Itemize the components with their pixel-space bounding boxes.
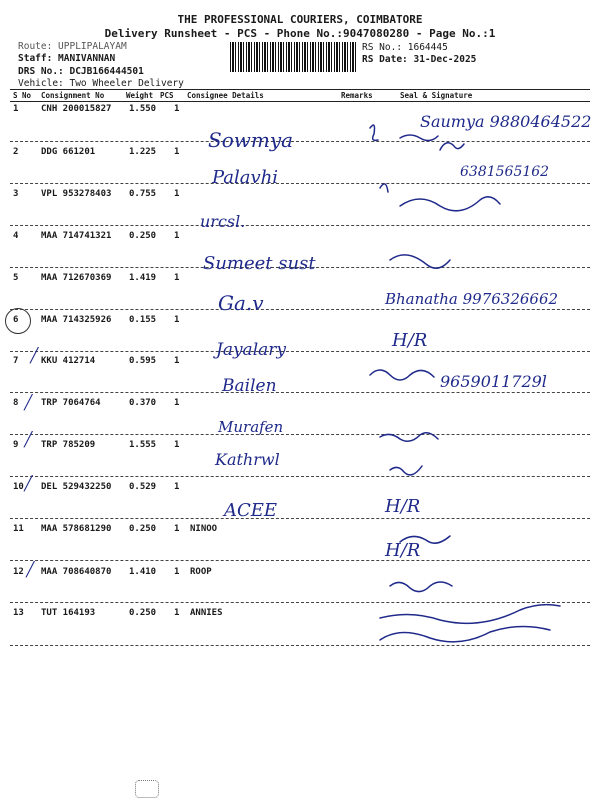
rs-date: RS Date: 31-Dec-2025 bbox=[362, 54, 477, 65]
row-pcs: 1 bbox=[174, 482, 180, 492]
row-sno: 11 bbox=[13, 524, 24, 534]
check-mark-icon: ╱ bbox=[30, 348, 39, 364]
row-sno: 2 bbox=[13, 147, 19, 157]
row-consignee: NINOO bbox=[190, 524, 218, 534]
row-pcs: 1 bbox=[174, 356, 180, 366]
handwritten-name: Palavhi bbox=[212, 167, 279, 188]
col-seal-signature: Seal & Signature bbox=[400, 91, 473, 100]
row-pcs: 1 bbox=[174, 231, 180, 241]
col-remarks: Remarks bbox=[341, 91, 373, 100]
row-weight: 0.370 bbox=[129, 398, 157, 408]
handwritten-name: ACEE bbox=[224, 500, 278, 521]
row-weight: 1.550 bbox=[129, 104, 157, 114]
row-sno: 4 bbox=[13, 231, 19, 241]
row-consignment: TRP 7064764 bbox=[41, 398, 101, 408]
row-pcs: 1 bbox=[174, 398, 180, 408]
row-weight: 0.529 bbox=[129, 482, 157, 492]
header-rule-top bbox=[10, 89, 590, 90]
row-consignment: MAA 578681290 bbox=[41, 524, 112, 534]
col-weight: Weight bbox=[126, 91, 154, 100]
col-consignment: Consignment No bbox=[41, 91, 105, 100]
row-pcs: 1 bbox=[174, 189, 180, 199]
row-sno: 3 bbox=[13, 189, 19, 199]
row-pcs: 1 bbox=[174, 567, 180, 577]
footer-scribble bbox=[135, 780, 159, 798]
row-consignment: MAA 708640870 bbox=[41, 567, 112, 577]
row-sno: 10 bbox=[13, 482, 24, 492]
row-consignment: DDG 661201 bbox=[41, 147, 96, 157]
row-consignment: MAA 714741321 bbox=[41, 231, 112, 241]
barcode bbox=[230, 42, 358, 72]
handwritten-signature: 9659011729l bbox=[440, 372, 547, 391]
row-pcs: 1 bbox=[174, 104, 180, 114]
row-pcs: 1 bbox=[174, 147, 180, 157]
row-consignment: MAA 712670369 bbox=[41, 273, 112, 283]
drs-number: DRS No.: DCJB166444501 bbox=[18, 66, 144, 77]
row-sno: 13 bbox=[13, 608, 24, 618]
row-weight: 0.155 bbox=[129, 315, 157, 325]
row-pcs: 1 bbox=[174, 608, 180, 618]
row-sno: 8 bbox=[13, 398, 19, 408]
handwritten-name: Kathrwl bbox=[215, 450, 280, 469]
handwritten-signature: 6381565162 bbox=[460, 164, 550, 180]
check-mark-icon: ╱ bbox=[24, 395, 33, 411]
handwritten-signature: Bhanatha 9976326662 bbox=[385, 290, 559, 308]
row-weight: 0.755 bbox=[129, 189, 157, 199]
row-pcs: 1 bbox=[174, 524, 180, 534]
row-weight: 1.419 bbox=[129, 273, 157, 283]
handwritten-name: urcsl. bbox=[200, 212, 246, 231]
col-sno: S No bbox=[13, 91, 32, 100]
row-consignment: MAA 714325926 bbox=[41, 315, 112, 325]
handwritten-name: Sumeet sust bbox=[203, 253, 316, 274]
route-label: Route: UPPLIPALAYAM bbox=[18, 41, 127, 52]
row-sno: 12 bbox=[13, 567, 24, 577]
handwritten-signature: H/R bbox=[385, 496, 421, 517]
row-sno: 1 bbox=[13, 104, 19, 114]
check-mark-icon: ╱ bbox=[24, 476, 33, 492]
col-pcs: PCS bbox=[160, 91, 174, 100]
row-sno: 9 bbox=[13, 440, 19, 450]
row-consignment: KKU 412714 bbox=[41, 356, 96, 366]
handwritten-name: Sowmya bbox=[208, 128, 294, 152]
check-mark-icon: ╱ bbox=[24, 432, 33, 448]
row-consignment: VPL 953278403 bbox=[41, 189, 112, 199]
company-title: THE PROFESSIONAL COURIERS, COIMBATORE bbox=[177, 13, 423, 26]
handwritten-signature: H/R bbox=[392, 330, 428, 351]
row-weight: 1.555 bbox=[129, 440, 157, 450]
row-consignment: TUT 164193 bbox=[41, 608, 96, 618]
row-weight: 0.250 bbox=[129, 608, 157, 618]
handwritten-name: Ga.v bbox=[218, 291, 264, 315]
runsheet-title: Delivery Runsheet - PCS - Phone No.:9047080280 - Page No.:1 bbox=[104, 27, 496, 40]
row-sno: 5 bbox=[13, 273, 19, 283]
row-weight: 1.410 bbox=[129, 567, 157, 577]
row-consignment: CNH 200015827 bbox=[41, 104, 112, 114]
handwritten-signature: Saumya 9880464522 bbox=[420, 112, 592, 131]
rs-number: RS No.: 1664445 bbox=[362, 42, 448, 53]
signature-scrawls bbox=[360, 110, 600, 650]
row-weight: 1.225 bbox=[129, 147, 157, 157]
handwritten-signature: H/R bbox=[385, 540, 421, 561]
header-rule-bottom bbox=[10, 101, 590, 102]
row-sno: 7 bbox=[13, 356, 19, 366]
col-consignee: Consignee Details bbox=[187, 91, 264, 100]
handwritten-name: Murafen bbox=[218, 418, 284, 436]
staff-label: Staff: MANIVANNAN bbox=[18, 53, 116, 64]
row-weight: 0.595 bbox=[129, 356, 157, 366]
row-pcs: 1 bbox=[174, 273, 180, 283]
handwritten-name: Bailen bbox=[222, 376, 277, 396]
handwritten-name: Jayalary bbox=[216, 340, 286, 360]
check-mark-icon: ╱ bbox=[26, 562, 35, 578]
row-weight: 0.250 bbox=[129, 231, 157, 241]
row-pcs: 1 bbox=[174, 315, 180, 325]
row-consignment: DEL 529432250 bbox=[41, 482, 112, 492]
row-weight: 0.250 bbox=[129, 524, 157, 534]
vehicle-label: Vehicle: Two Wheeler Delivery bbox=[18, 78, 184, 89]
row-sno: 6 bbox=[13, 315, 19, 325]
row-consignment: TRP 785209 bbox=[41, 440, 96, 450]
row-consignee: ANNIES bbox=[190, 608, 223, 618]
row-pcs: 1 bbox=[174, 440, 180, 450]
row-consignee: ROOP bbox=[190, 567, 212, 577]
